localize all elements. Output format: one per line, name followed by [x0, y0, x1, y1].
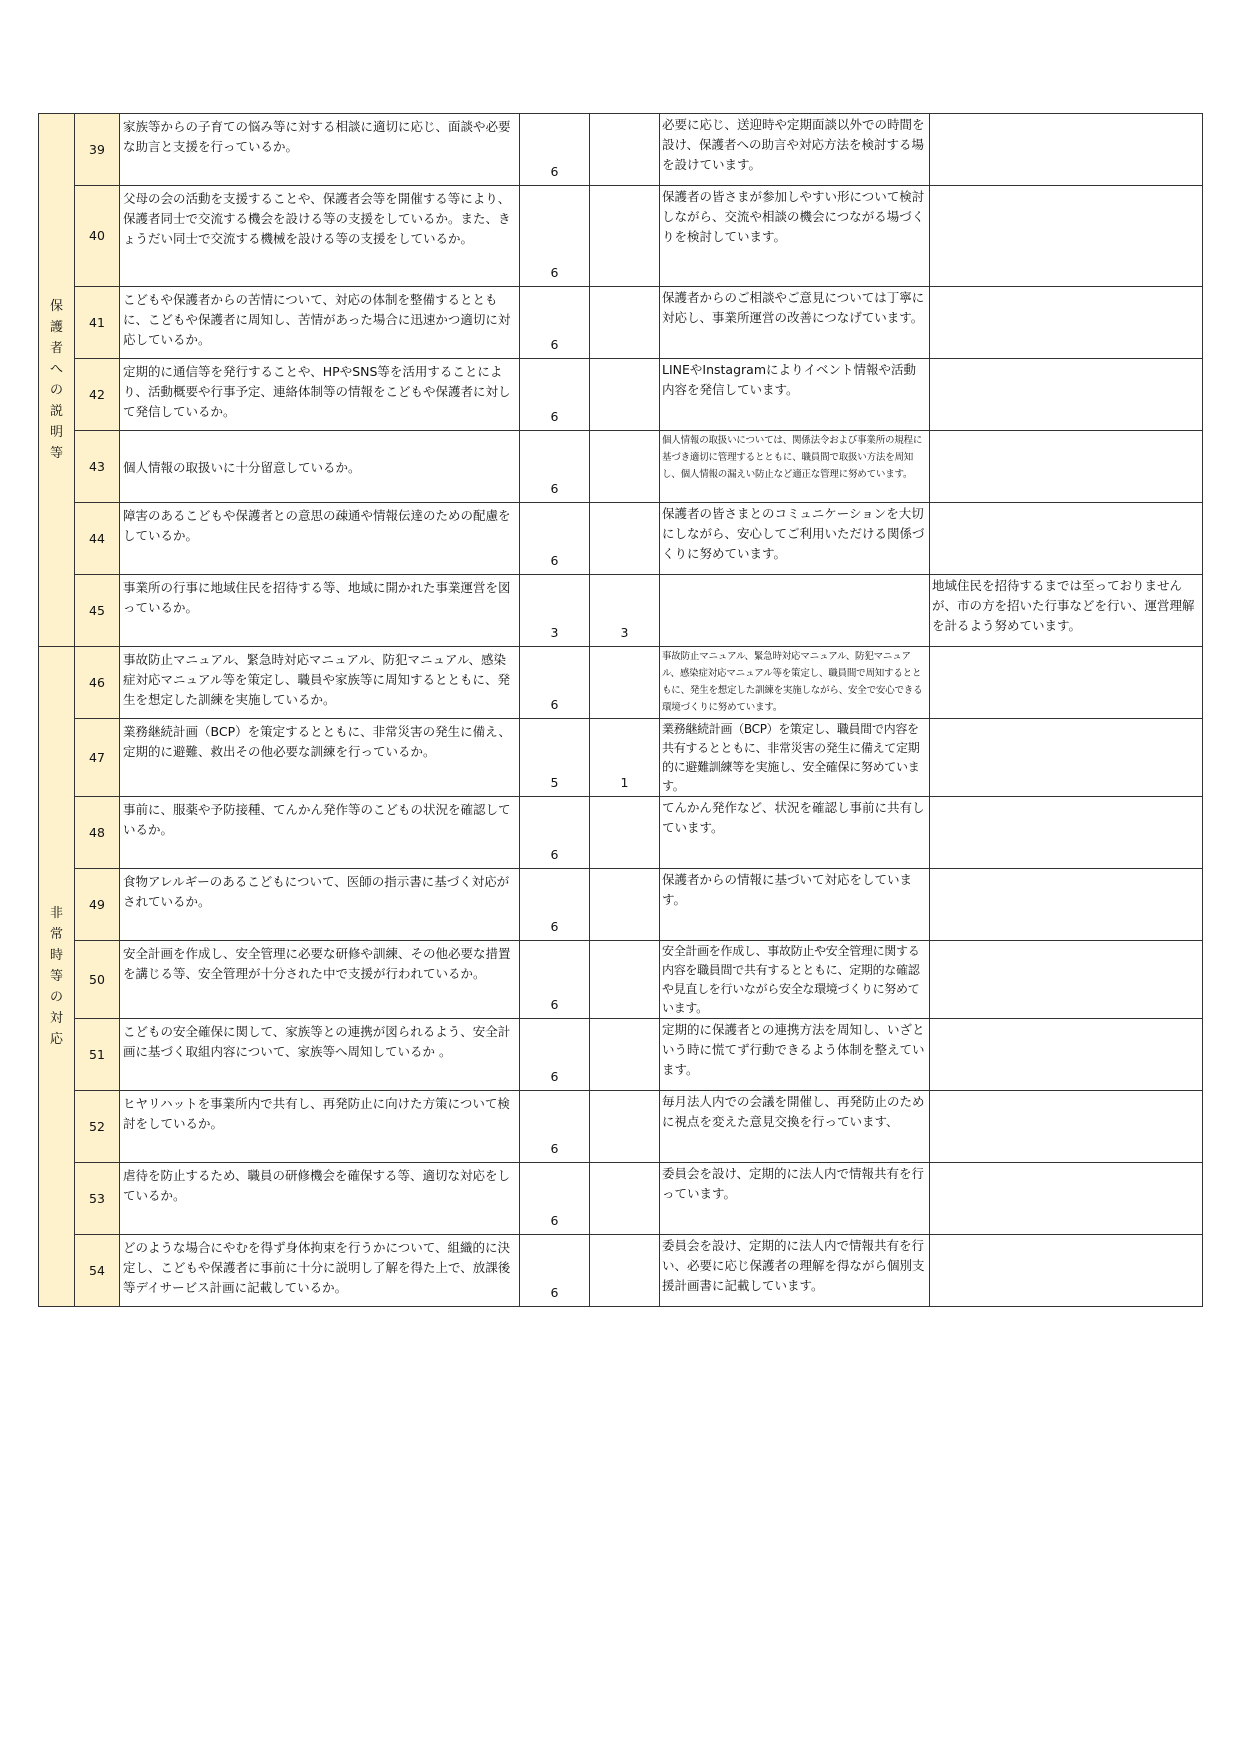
- table-row: [39, 503, 1203, 575]
- question-cell: 事業所の行事に地域住民を招待する等、地域に開かれた事業運営を図っているか。: [120, 575, 520, 647]
- yes-count: 6: [520, 287, 590, 359]
- table-row: [39, 869, 1203, 941]
- comment-cell: 安全計画を作成し、事故防止や安全管理に関する内容を職員間で共有するとともに、定期的な確認や見直しを行いながら安全な環境づくりに努めています。: [660, 941, 930, 1019]
- table-row: [39, 719, 1203, 797]
- no-count: [590, 431, 660, 503]
- item-number: 53: [75, 1163, 120, 1235]
- yes-count: 6: [520, 1091, 590, 1163]
- item-number: 42: [75, 359, 120, 431]
- improvement-cell: [930, 869, 1203, 941]
- yes-count: 6: [520, 431, 590, 503]
- item-number: 45: [75, 575, 120, 647]
- yes-count: 6: [520, 1235, 590, 1307]
- yes-count: 6: [520, 1019, 590, 1091]
- comment-cell: [660, 575, 930, 647]
- yes-count: 6: [520, 186, 590, 287]
- comment-cell: 委員会を設け、定期的に法人内で情報共有を行っています。: [660, 1163, 930, 1235]
- question-cell: 家族等からの子育ての悩み等に対する相談に適切に応じ、面談や必要な助言と支援を行っているか。: [120, 114, 520, 186]
- comment-cell: 毎月法人内での会議を開催し、再発防止のために視点を変えた意見交換を行っています、: [660, 1091, 930, 1163]
- item-number: 50: [75, 941, 120, 1019]
- item-number: 43: [75, 431, 120, 503]
- item-number: 49: [75, 869, 120, 941]
- comment-cell: てんかん発作など、状況を確認し事前に共有しています。: [660, 797, 930, 869]
- question-cell: 虐待を防止するため、職員の研修機会を確保する等、適切な対応をしているか。: [120, 1163, 520, 1235]
- no-count: [590, 869, 660, 941]
- improvement-cell: [930, 359, 1203, 431]
- item-number: 54: [75, 1235, 120, 1307]
- question-cell: 食物アレルギーのあるこどもについて、医師の指示書に基づく対応がされているか。: [120, 869, 520, 941]
- question-cell: こどもの安全確保に関して、家族等との連携が図られるよう、安全計画に基づく取組内容について、家族等へ周知しているか 。: [120, 1019, 520, 1091]
- yes-count: 6: [520, 503, 590, 575]
- yes-count: 6: [520, 869, 590, 941]
- yes-count: 3: [520, 575, 590, 647]
- no-count: [590, 1019, 660, 1091]
- table-row: [39, 1163, 1203, 1235]
- comment-cell: 個人情報の取扱いについては、関係法令および事業所の規程に基づき適切に管理するとともに、職員間で取扱い方法を周知し、個人情報の漏えい防止など適正な管理に努めています。: [660, 431, 930, 503]
- improvement-cell: [930, 941, 1203, 1019]
- yes-count: 6: [520, 1163, 590, 1235]
- improvement-cell: [930, 647, 1203, 719]
- table-row: [39, 431, 1203, 503]
- table-row: [39, 1235, 1203, 1307]
- no-count: [590, 186, 660, 287]
- no-count: [590, 287, 660, 359]
- no-count: [590, 503, 660, 575]
- no-count: 3: [590, 575, 660, 647]
- table-row: [39, 1091, 1203, 1163]
- question-cell: 業務継続計画（BCP）を策定するとともに、非常災害の発生に備え、定期的に避難、救出その他必要な訓練を行っているか。: [120, 719, 520, 797]
- yes-count: 6: [520, 359, 590, 431]
- comment-cell: 定期的に保護者との連携方法を周知し、いざという時に慌てず行動できるよう体制を整えています。: [660, 1019, 930, 1091]
- no-count: [590, 1235, 660, 1307]
- no-count: [590, 941, 660, 1019]
- item-number: 46: [75, 647, 120, 719]
- question-cell: ヒヤリハットを事業所内で共有し、再発防止に向けた方策について検討をしているか。: [120, 1091, 520, 1163]
- yes-count: 6: [520, 114, 590, 186]
- question-cell: 定期的に通信等を発行することや、HPやSNS等を活用することにより、活動概要や行事予定、連絡体制等の情報をこどもや保護者に対して発信しているか。: [120, 359, 520, 431]
- improvement-cell: [930, 797, 1203, 869]
- comment-cell: 保護者からの情報に基づいて対応をしています。: [660, 869, 930, 941]
- item-number: 52: [75, 1091, 120, 1163]
- yes-count: 5: [520, 719, 590, 797]
- comment-cell: 保護者からのご相談やご意見については丁寧に対応し、事業所運営の改善につなげています。: [660, 287, 930, 359]
- no-count: [590, 114, 660, 186]
- table-row: [39, 575, 1203, 647]
- table-row: [39, 359, 1203, 431]
- category-label: 保護者への説明等: [49, 299, 63, 461]
- comment-cell: 事故防止マニュアル、緊急時対応マニュアル、防犯マニュアル、感染症対応マニュアル等を策定し、職員間で周知するとともに、発生を想定した訓練を実施しながら、安全で安心できる環境づくりに努めています。: [660, 647, 930, 719]
- improvement-cell: [930, 287, 1203, 359]
- item-number: 41: [75, 287, 120, 359]
- comment-cell: 保護者の皆さまが参加しやすい形について検討しながら、交流や相談の機会につながる場づくりを検討しています。: [660, 186, 930, 287]
- question-cell: こどもや保護者からの苦情について、対応の体制を整備するとともに、こどもや保護者に周知し、苦情があった場合に迅速かつ適切に対応しているか。: [120, 287, 520, 359]
- category-cell-emergency: [39, 647, 75, 1307]
- item-number: 47: [75, 719, 120, 797]
- yes-count: 6: [520, 941, 590, 1019]
- item-number: 44: [75, 503, 120, 575]
- question-cell: 安全計画を作成し、安全管理に必要な研修や訓練、その他必要な措置を講じる等、安全管理が十分された中で支援が行われているか。: [120, 941, 520, 1019]
- category-label: 非常時等の対応: [49, 906, 63, 1047]
- improvement-cell: [930, 1235, 1203, 1307]
- item-number: 39: [75, 114, 120, 186]
- question-cell: 父母の会の活動を支援することや、保護者会等を開催する等により、保護者同士で交流する機会を設ける等の支援をしているか。また、きょうだい同士で交流する機械を設ける等の支援をしているか。: [120, 186, 520, 287]
- table-row: [39, 941, 1203, 1019]
- no-count: [590, 1163, 660, 1235]
- evaluation-table: [38, 113, 1203, 1307]
- question-cell: 個人情報の取扱いに十分留意しているか。: [120, 431, 520, 503]
- no-count: 1: [590, 719, 660, 797]
- no-count: [590, 797, 660, 869]
- comment-cell: 業務継続計画（BCP）を策定し、職員間で内容を共有するとともに、非常災害の発生に備えて定期的に避難訓練等を実施し、安全確保に努めています。: [660, 719, 930, 797]
- table-row: [39, 287, 1203, 359]
- question-cell: 事故防止マニュアル、緊急時対応マニュアル、防犯マニュアル、感染症対応マニュアル等を策定し、職員や家族等に周知するとともに、発生を想定した訓練を実施しているか。: [120, 647, 520, 719]
- improvement-cell: [930, 503, 1203, 575]
- comment-cell: LINEやInstagramによりイベント情報や活動内容を発信しています。: [660, 359, 930, 431]
- item-number: 40: [75, 186, 120, 287]
- no-count: [590, 1091, 660, 1163]
- table-row: [39, 797, 1203, 869]
- table-row: [39, 114, 1203, 186]
- table-row: [39, 186, 1203, 287]
- improvement-cell: [930, 1091, 1203, 1163]
- yes-count: 6: [520, 647, 590, 719]
- improvement-cell: [930, 1163, 1203, 1235]
- comment-cell: 必要に応じ、送迎時や定期面談以外での時間を設け、保護者への助言や対応方法を検討する場を設けています。: [660, 114, 930, 186]
- question-cell: どのような場合にやむを得ず身体拘束を行うかについて、組織的に決定し、こどもや保護者に事前に十分に説明し了解を得た上で、放課後等デイサービス計画に記載しているか。: [120, 1235, 520, 1307]
- improvement-cell: [930, 186, 1203, 287]
- comment-cell: 保護者の皆さまとのコミュニケーションを大切にしながら、安心してご利用いただける関係づくりに努めています。: [660, 503, 930, 575]
- improvement-cell: [930, 114, 1203, 186]
- improvement-cell: 地域住民を招待するまでは至っておりませんが、市の方を招いた行事などを行い、運営理解を計るよう努めています。: [930, 575, 1203, 647]
- comment-cell: 委員会を設け、定期的に法人内で情報共有を行い、必要に応じ保護者の理解を得ながら個別支援計画書に記載しています。: [660, 1235, 930, 1307]
- no-count: [590, 359, 660, 431]
- improvement-cell: [930, 719, 1203, 797]
- table-row: [39, 1019, 1203, 1091]
- yes-count: 6: [520, 797, 590, 869]
- no-count: [590, 647, 660, 719]
- item-number: 51: [75, 1019, 120, 1091]
- item-number: 48: [75, 797, 120, 869]
- improvement-cell: [930, 431, 1203, 503]
- question-cell: 事前に、服薬や予防接種、てんかん発作等のこどもの状況を確認しているか。: [120, 797, 520, 869]
- table-row: [39, 647, 1203, 719]
- improvement-cell: [930, 1019, 1203, 1091]
- question-cell: 障害のあるこどもや保護者との意思の疎通や情報伝達のための配慮をしているか。: [120, 503, 520, 575]
- category-cell-family: [39, 114, 75, 647]
